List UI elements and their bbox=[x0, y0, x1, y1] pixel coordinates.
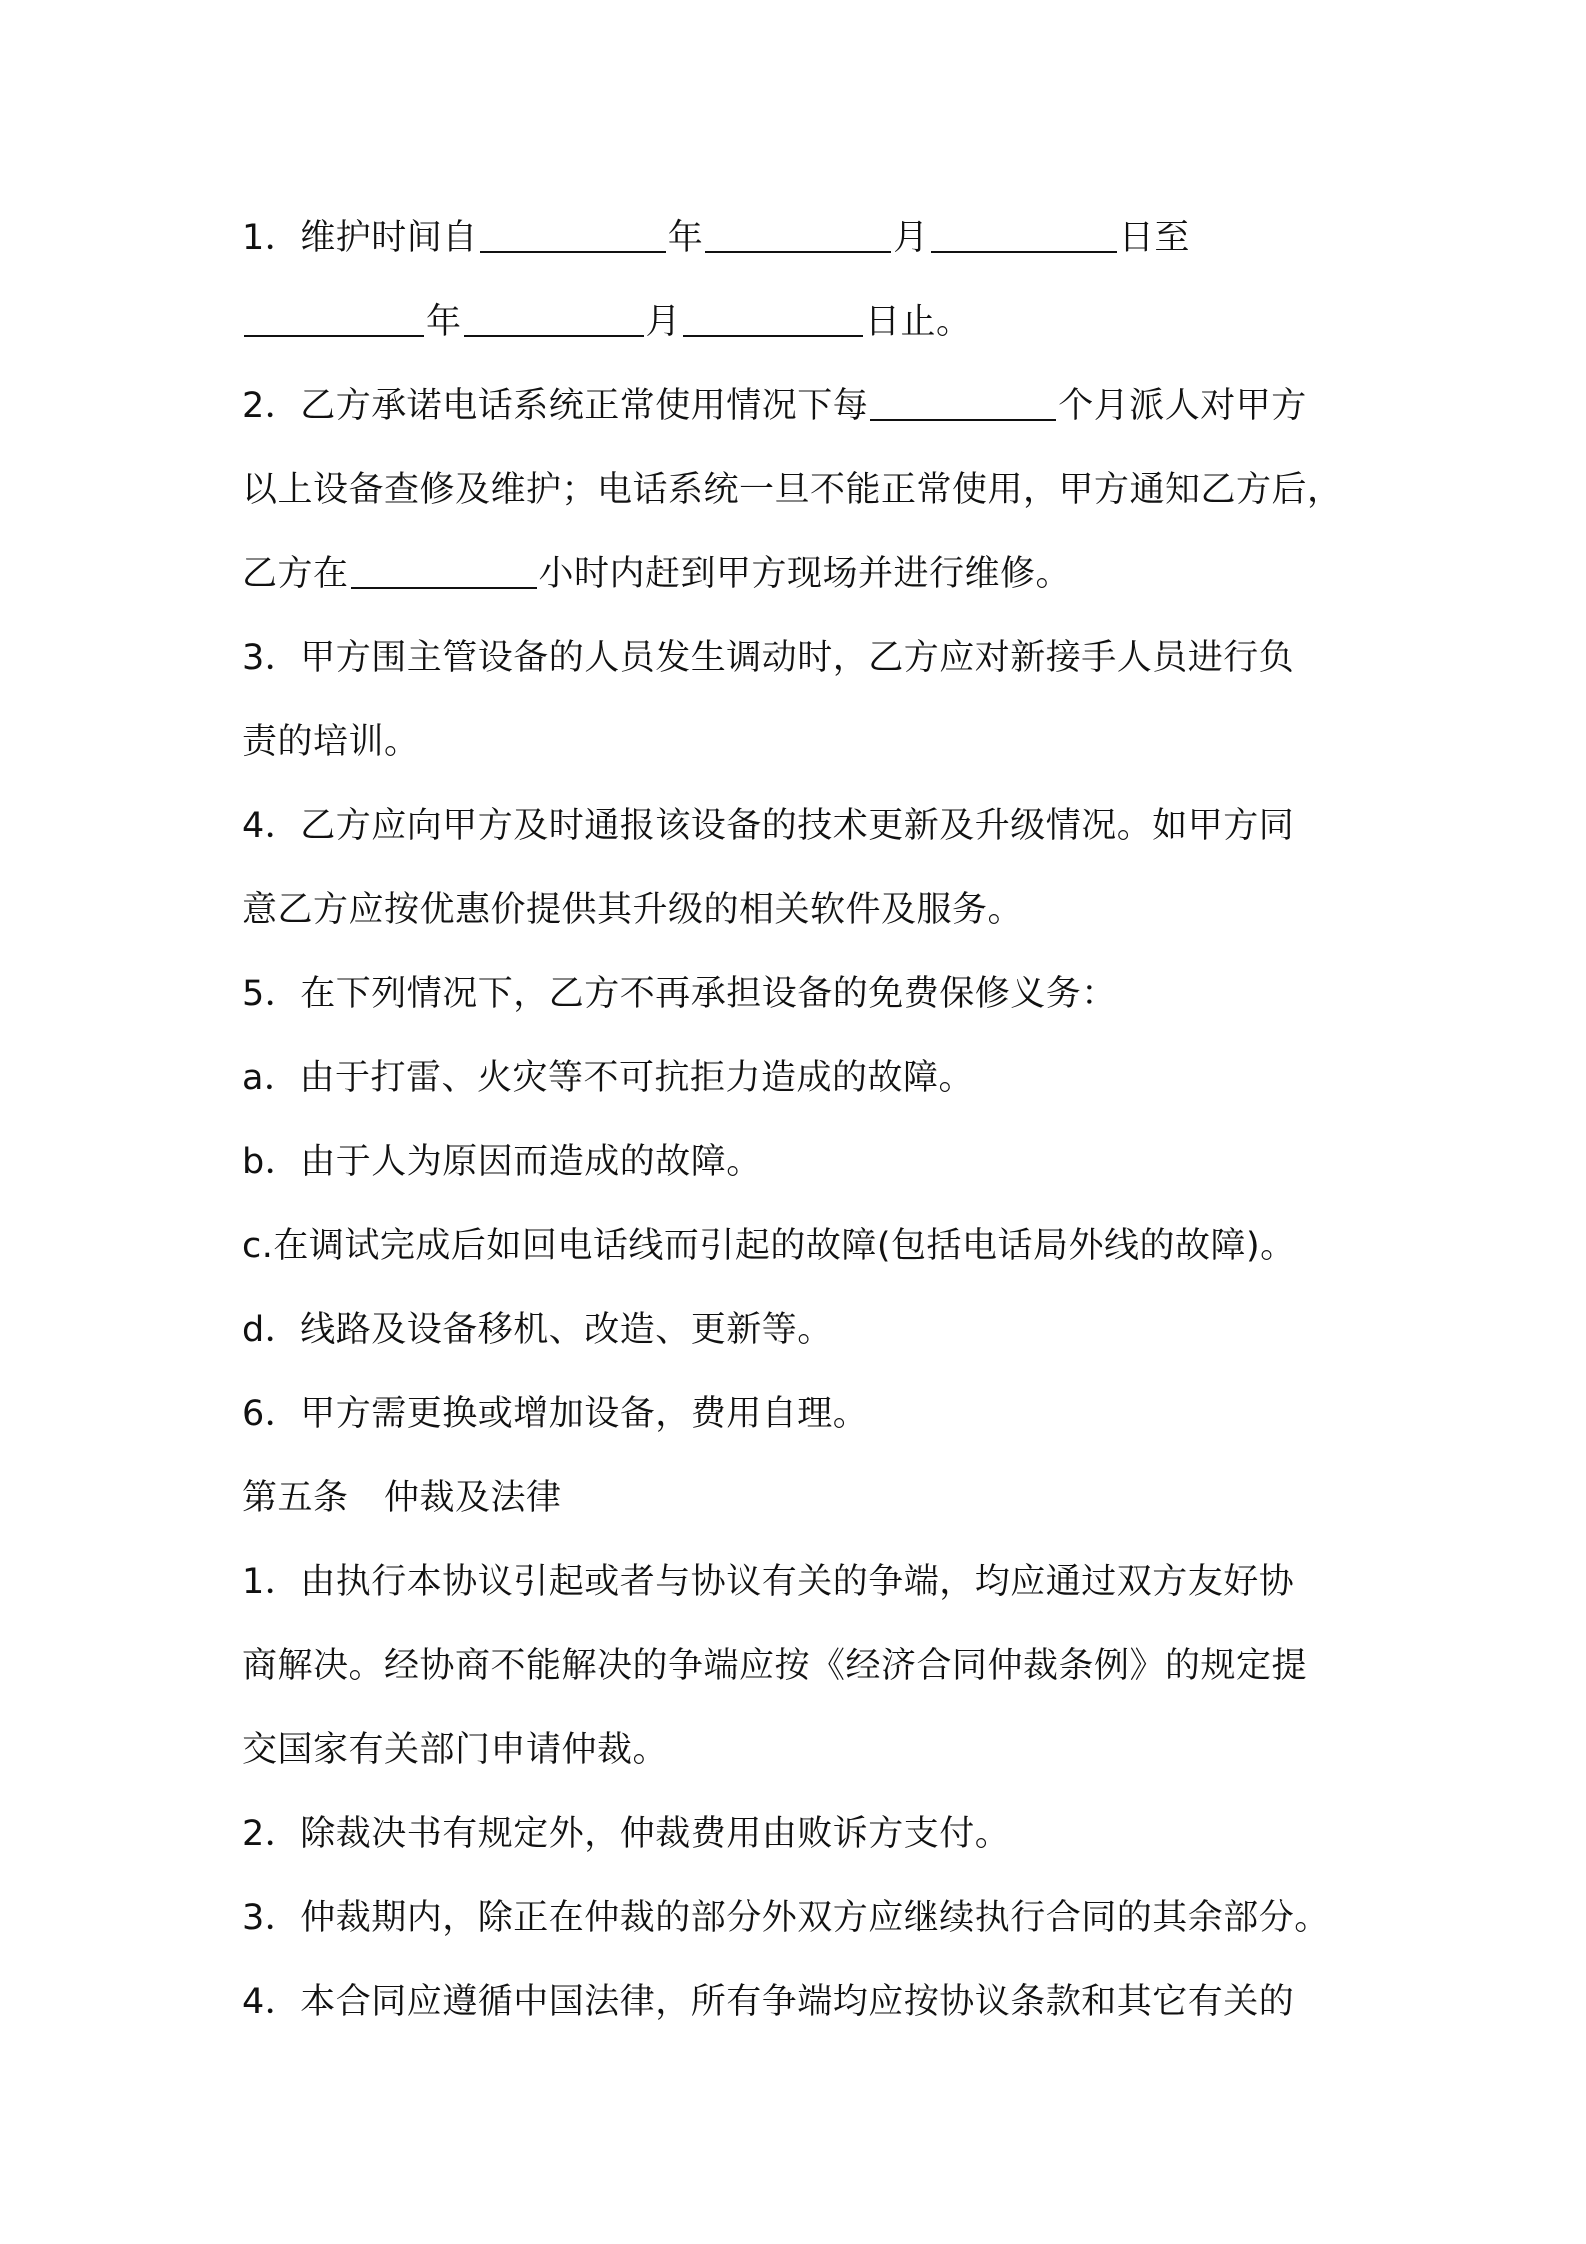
article5-p3: 3．仲裁期内，除正在仲裁的部分外双方应继续执行合同的其余部分。 bbox=[242, 1898, 1330, 1938]
blank-field[interactable] bbox=[244, 299, 424, 337]
item2-line2: 以上设备查修及维护；电话系统一旦不能正常使用，甲方通知乙方后， bbox=[242, 470, 1343, 510]
article5-p4: 4．本合同应遵循中国法律，所有争端均应按协议条款和其它有关的 bbox=[242, 1982, 1295, 2022]
item1-text-d: 日至 bbox=[1118, 218, 1190, 258]
blank-field[interactable] bbox=[351, 551, 537, 589]
item3-line2: 责的培训。 bbox=[242, 722, 420, 762]
item4-line2: 意乙方应按优惠价提供其升级的相关软件及服务。 bbox=[242, 890, 1024, 930]
article5-p1-line3: 交国家有关部门申请仲裁。 bbox=[242, 1730, 669, 1770]
item1-line1 bbox=[242, 196, 1362, 280]
item1-text-b: 年 bbox=[667, 218, 704, 258]
item5-d: d．线路及设备移机、改造、更新等。 bbox=[242, 1310, 833, 1350]
item2-line1 bbox=[242, 364, 1362, 448]
item1-text-e: 年 bbox=[426, 302, 462, 342]
item6: 6．甲方需更换或增加设备，费用自理。 bbox=[242, 1394, 869, 1434]
blank-field[interactable] bbox=[870, 383, 1056, 421]
article5-p2: 2．除裁决书有规定外，仲裁费用由败诉方支付。 bbox=[242, 1814, 1011, 1854]
item2-line3 bbox=[242, 532, 1362, 616]
item1-line2 bbox=[242, 280, 1362, 364]
item5-a: a．由于打雷、火灾等不可抗拒力造成的故障。 bbox=[242, 1058, 974, 1098]
item1-text-g: 日止。 bbox=[865, 302, 972, 342]
article5-p1-line2: 商解决。经协商不能解决的争端应按《经济合同仲裁条例》的规定提 bbox=[242, 1646, 1308, 1686]
blank-field[interactable] bbox=[931, 215, 1117, 253]
item1-text-c: 月 bbox=[893, 218, 929, 258]
blank-field[interactable] bbox=[705, 215, 891, 253]
item3-line1: 3．甲方围主管设备的人员发生调动时，乙方应对新接手人员进行负 bbox=[242, 638, 1295, 678]
item2-text-a: 2．乙方承诺电话系统正常使用情况下每 bbox=[242, 386, 869, 426]
item2-text-b: 个月派人对甲方 bbox=[1058, 386, 1307, 426]
item5-c: c.在调试完成后如回电话线而引起的故障(包括电话局外线的故障)。 bbox=[242, 1226, 1296, 1266]
item2-text-c: 乙方在 bbox=[242, 554, 349, 594]
article5-p1-line1: 1．由执行本协议引起或者与协议有关的争端，均应通过双方友好协 bbox=[242, 1562, 1295, 1602]
blank-field[interactable] bbox=[683, 299, 863, 337]
item5-b: b．由于人为原因而造成的故障。 bbox=[242, 1142, 762, 1182]
item2-text-d: 小时内赶到甲方现场并进行维修。 bbox=[538, 554, 1072, 594]
blank-field[interactable] bbox=[464, 299, 644, 337]
article5-title: 第五条 仲裁及法律 bbox=[242, 1478, 562, 1518]
document-body bbox=[242, 196, 1362, 2044]
item5-line1: 5．在下列情况下，乙方不再承担设备的免费保修义务： bbox=[242, 974, 1117, 1014]
item1-text-a: 1．维护时间自 bbox=[242, 218, 478, 258]
blank-field[interactable] bbox=[480, 215, 666, 253]
item4-line1: 4．乙方应向甲方及时通报该设备的技术更新及升级情况。如甲方同 bbox=[242, 806, 1295, 846]
item1-text-f: 月 bbox=[645, 302, 682, 342]
